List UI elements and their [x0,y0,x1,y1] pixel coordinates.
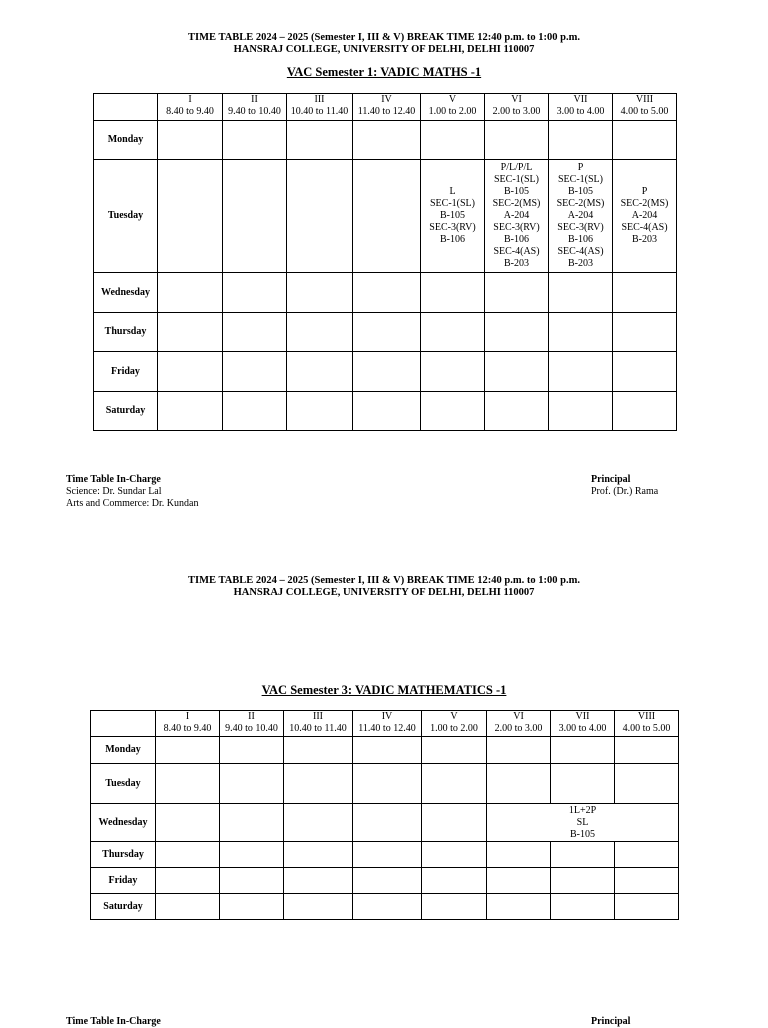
cell-text-line: SEC-4(AS) [493,246,540,257]
cell-text-line: B-105 [568,186,593,197]
timetable-header [0,32,768,56]
cell-text-line: P [641,186,648,197]
signature-title: Principal [591,474,631,485]
signature-title: Principal [591,1016,631,1027]
period-header-row [91,711,679,737]
cell-text-line: 1L+2P [568,804,597,816]
cell-text-line: A-204 [503,210,530,221]
corner-cell [91,711,156,737]
day-label-thursday: Thursday [91,842,156,868]
cell-text-line: B-106 [568,234,593,245]
day-label-saturday: Saturday [94,392,158,431]
period-header-row [94,94,677,121]
cell-text-line: SL [576,816,589,828]
day-label-friday: Friday [94,352,158,392]
signature-science: Science: Dr. Sundar Lal [66,486,162,497]
period-header: I 8.40 to 9.40 [156,711,220,737]
day-label-wednesday: Wednesday [91,804,156,842]
period-header: VIII 4.00 to 5.00 [615,711,679,737]
period-header: VII 3.00 to 4.00 [549,94,613,121]
cell-text-line: L [449,186,456,197]
cell-text-line: SEC-2(MS) [556,198,605,209]
period-header: IV 11.40 to 12.40 [353,711,422,737]
table-row [91,894,679,920]
table-row [91,842,679,868]
cell-text-line: B-105 [504,186,529,197]
period-header: I 8.40 to 9.40 [158,94,223,121]
table-row [91,764,679,804]
header-line-1: TIME TABLE 2024 – 2025 (Semester I, III & V) BREAK TIME 12:40 p.m. to 1:00 p.m. [188,32,580,43]
cell-text-line: SEC-3(RV) [557,222,604,233]
cell-text-line: SEC-1(SL) [558,174,603,185]
day-label-friday: Friday [91,868,156,894]
day-label-saturday: Saturday [91,894,156,920]
period-header: III 10.40 to 11.40 [287,94,353,121]
day-label-tuesday: Tuesday [94,160,158,273]
period-header: II 9.40 to 10.40 [223,94,287,121]
timetable-incharge-block [66,1016,161,1028]
table-row [94,313,677,352]
cell-text-line: B-106 [440,234,465,245]
cell-text-line: SEC-2(MS) [620,198,669,209]
signature-principal-name: Prof. (Dr.) Rama [591,486,659,497]
period-header: II 9.40 to 10.40 [220,711,284,737]
timetable-semester-1 [93,93,677,431]
cell-text-line: B-106 [504,234,529,245]
table-row [91,737,679,764]
timetable-semester-3 [90,710,679,920]
table-row [91,868,679,894]
cell-text-line: SEC-4(AS) [557,246,604,257]
period-header: VI 2.00 to 3.00 [485,94,549,121]
table-row [94,352,677,392]
period-header: III 10.40 to 11.40 [284,711,353,737]
cell-text-line: B-203 [504,258,529,269]
cell-text-line: SEC-1(SL) [494,174,539,185]
table-row [91,804,679,842]
cell-text-line: B-105 [570,828,595,840]
cell-text-line: P/L/P/L [500,162,533,173]
table-row [94,273,677,313]
timetable-incharge-block [66,474,198,510]
cell-text-line: SEC-3(RV) [493,222,540,233]
period-header: V 1.00 to 2.00 [422,711,487,737]
cell-text-line: SEC-1(SL) [430,198,475,209]
period-header: IV 11.40 to 12.40 [353,94,421,121]
cell-text-line: P [577,162,584,173]
cell-text-line: B-105 [440,210,465,221]
signature-arts: Arts and Commerce: Dr. Kundan [66,498,199,509]
period-header: VIII 4.00 to 5.00 [613,94,677,121]
header-line-2: HANSRAJ COLLEGE, UNIVERSITY OF DELHI, DELHI 110007 [233,587,535,598]
table2-title: VAC Semester 3: VADIC MATHEMATICS -1 [261,683,507,697]
header-line-1: TIME TABLE 2024 – 2025 (Semester I, III & V) BREAK TIME 12:40 p.m. to 1:00 p.m. [188,575,580,586]
class-cell [485,160,549,273]
table-row [94,392,677,431]
class-cell [487,804,679,842]
cell-text-line: B-203 [568,258,593,269]
table-row [94,121,677,160]
period-header: V 1.00 to 2.00 [421,94,485,121]
table1-title: VAC Semester 1: VADIC MATHS -1 [286,65,482,79]
class-cell [613,160,677,273]
signature-title: Time Table In-Charge [66,1016,161,1027]
class-cell [549,160,613,273]
corner-cell [94,94,158,121]
cell-text-line: A-204 [631,210,658,221]
day-label-tuesday: Tuesday [91,764,156,804]
principal-block [591,1016,630,1028]
period-header: VII 3.00 to 4.00 [551,711,615,737]
cell-text-line: SEC-2(MS) [492,198,541,209]
table-row [94,160,677,273]
signature-title: Time Table In-Charge [66,474,161,485]
header-line-2: HANSRAJ COLLEGE, UNIVERSITY OF DELHI, DELHI 110007 [233,44,535,55]
cell-text-line: SEC-3(RV) [429,222,476,233]
day-label-wednesday: Wednesday [94,273,158,313]
cell-text-line: B-203 [632,234,657,245]
cell-text-line: A-204 [567,210,594,221]
period-header: VI 2.00 to 3.00 [487,711,551,737]
day-label-monday: Monday [91,737,156,764]
class-cell [421,160,485,273]
day-label-monday: Monday [94,121,158,160]
principal-block [591,474,658,498]
timetable-header [0,575,768,599]
cell-text-line: SEC-4(AS) [621,222,668,233]
day-label-thursday: Thursday [94,313,158,352]
